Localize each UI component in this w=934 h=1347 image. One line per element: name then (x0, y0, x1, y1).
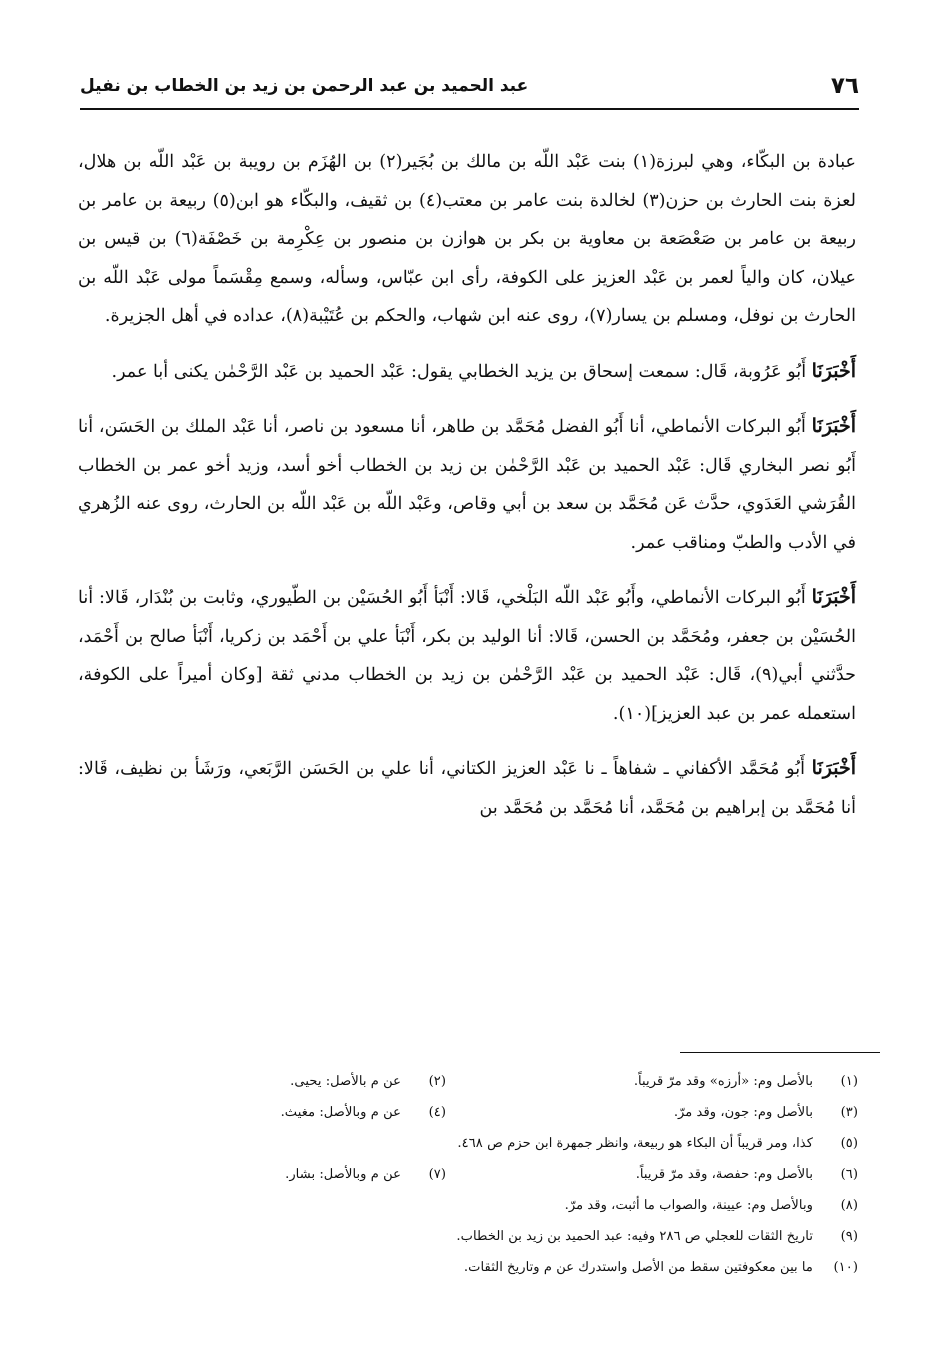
footnotes (80, 1066, 858, 1283)
footnote-text: عن م وبالأصل: بشار. (285, 1167, 401, 1182)
page-number: ٧٦ (830, 73, 859, 99)
body-paragraph (78, 749, 856, 827)
footnote-text: بالأصل وم: «أرزه» وقد مرّ قريباً. (633, 1074, 813, 1089)
footnote-number: (١٠) (833, 1260, 858, 1275)
footnote (285, 1159, 446, 1190)
footnote-text: ما بين معكوفتين سقط من الأصل واستدرك عن م وتاريخ الثقات. (463, 1260, 813, 1275)
footnote-row (80, 1097, 858, 1128)
footnote-number: (٣) (840, 1105, 858, 1120)
running-title: عبد الحميد بن عبد الرحمن بن زيد بن الخطاب بن نفيل (80, 76, 529, 96)
body-paragraph (78, 407, 856, 562)
paragraph-text: عبادة بن البكّاء، وهي لبرزة(١) بنت عَبْد اللّه بن مالك بن بُجَير(٢) بن الهُزَم بن رويبة بن عَبْد اللّه بن هلال، لعزة بنت الحارث بن حزن(٣) لخالدة بنت عامر بن معتب(٤) بن ثقيف، والبكّاء هو ابن(٥) ربيعة بن عامر بن ربيعة بن عامر بن صَعْصَعة بن معاوية بن بكر بن هوازن بن منصور بن عِكْرِمة بن خَصْفَة(٦) بن قيس بن عيلان، كان والياً لعمر بن عَبْد العزيز على الكوفة، رأى ابن عبّاس، وسأله، وسمع مِقْسَماً مولى عَبْد اللّه بن الحارث بن نوفل، ومسلم بن يسار(٧)، روى عنه ابن شهاب، والحكم بن عُتَيْبة(٨)، عداده في أهل الجزيرة. (78, 152, 856, 326)
paragraph-text: أَبُو البركات الأنماطي، أنا أَبُو الفضل مُحَمَّد بن طاهر، أنا مسعود بن ناصر، أنا عَبْد الملك بن الحَسَن، أنا أَبُو نصر البخاري قَال: عَبْد الحميد بن عَبْد الرَّحْمٰن بن زيد بن الخطاب أخو أسد، وزيد أخو عمر بن الخطاب القُرَشي العَدَوي، حدَّث عَن مُحَمَّد بن سعد بن أبي وقاص، وعَبْد اللّه بن عَبْد اللّه بن الحارث، روى عنه الزُهري في الأدب والطبّ ومناقب عمر. (78, 417, 856, 553)
footnote-text: تاريخ الثقات للعجلي ص ٢٨٦ وفيه: عبد الحميد بن زيد بن الخطاب. (456, 1229, 813, 1244)
footnote (456, 1221, 858, 1252)
footnote-number: (٥) (840, 1136, 858, 1151)
footnote-row (80, 1190, 858, 1221)
footnote (457, 1128, 858, 1159)
narration-opener: أَخْبَرَنَا (811, 586, 856, 608)
paragraph-text: أَبُو البركات الأنماطي، وأَبُو عَبْد اللّه البَلْخي، قَالا: أَنْبَأ أَبُو الحُسَيْن بن الطّيوري، وثابت بن بُنْدَار، قَالا: أنا الحُسَيْن بن جعفر، ومُحَمَّد بن الحسن، قَالا: أنا الوليد بن بكر، أَنْبَأ علي بن أَحْمَد بن زكريا، أَنْبَأ صالح بن أَحْمَد، حدَّثني أبي(٩)، قَال: عَبْد الحميد بن عَبْد الرَّحْمٰن بن زيد بن الخطاب مدني ثقة [وكان أميراً على الكوفة، استعمله عمر بن عبد العزيز](١٠). (78, 588, 856, 724)
footnote-number: (٩) (840, 1229, 858, 1244)
footnote (281, 1097, 446, 1128)
header-rule (80, 108, 859, 110)
paragraph-text: أَبُو مُحَمَّد الأكفاني ـ شفاهاً ـ نا عَبْد العزيز الكتاني، أنا علي بن الحَسَن الرَّبَعي، ورَشَأ بن نظيف، قَالا: أنا مُحَمَّد بن إبراهيم بن مُحَمَّد، أنا مُحَمَّد بن مُحَمَّد بن (78, 759, 856, 818)
footnote-separator (680, 1052, 880, 1053)
footnote-number: (٦) (840, 1167, 858, 1182)
body-paragraph (78, 143, 856, 336)
footnote (446, 1066, 858, 1097)
footnote-number: (٧) (428, 1167, 446, 1182)
footnote (446, 1097, 858, 1128)
footnote (446, 1159, 858, 1190)
footnote-text: بالأصل وم: حفصة، وقد مرّ قريباً. (635, 1167, 813, 1182)
footnote (290, 1066, 446, 1097)
footnote-row (80, 1221, 858, 1252)
page-header (80, 62, 859, 110)
body-paragraph (78, 352, 856, 392)
footnote-row (80, 1066, 858, 1097)
main-text (78, 143, 856, 827)
footnote-text: عن م وبالأصل: مغيث. (280, 1105, 401, 1120)
footnote-number: (٤) (428, 1105, 446, 1120)
footnote (565, 1190, 858, 1221)
footnote-text: كذا، ومر قريباً أن البكاء هو ربيعة، وانظر جمهرة ابن حزم ص ٤٦٨. (457, 1136, 813, 1151)
footnote-row (80, 1159, 858, 1190)
footnote-number: (١) (840, 1074, 858, 1089)
footnote (464, 1252, 858, 1283)
footnote-text: بالأصل وم: جون، وقد مرّ. (673, 1105, 813, 1120)
body-paragraph (78, 578, 856, 733)
narration-opener: أَخْبَرَنَا (811, 359, 856, 382)
narration-opener: أَخْبَرَنَا (811, 757, 856, 779)
footnote-number: (٢) (428, 1074, 446, 1089)
footnote-row (80, 1128, 858, 1159)
footnote-text: وبالأصل وم: عيينة، والصواب ما أثبت، وقد مرّ. (564, 1198, 813, 1213)
paragraph-text: أَبُو عَرُوبة، قَال: سمعت إسحاق بن يزيد الخطابي يقول: عَبْد الحميد بن عَبْد الرَّحْمٰن يكنى أبا عمر. (111, 361, 812, 382)
footnote-text: عن م بالأصل: يحيى. (290, 1074, 401, 1089)
footnote-row (80, 1252, 858, 1283)
footnote-number: (٨) (840, 1198, 858, 1213)
narration-opener: أَخْبَرَنَا (811, 415, 856, 437)
